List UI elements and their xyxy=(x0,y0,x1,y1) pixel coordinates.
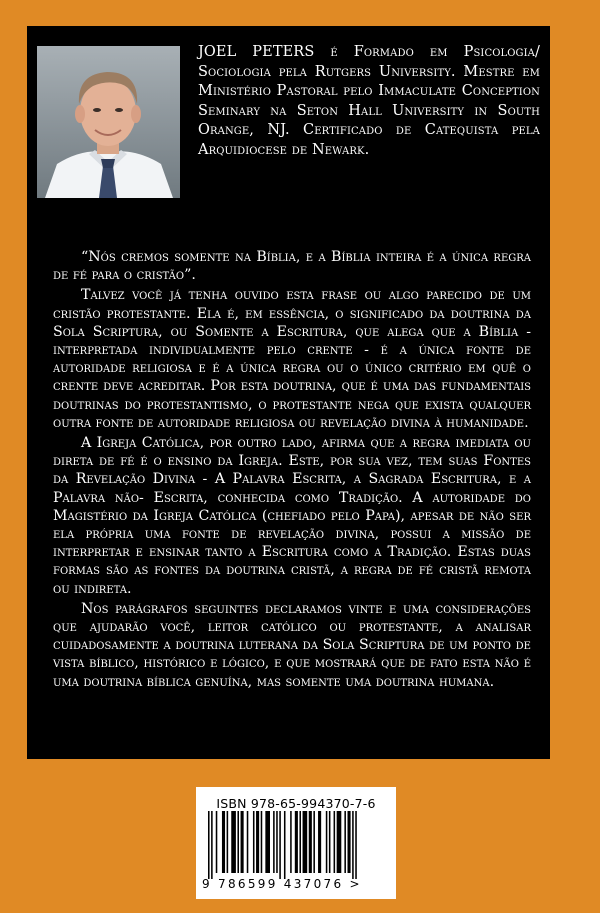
barcode-bar xyxy=(344,811,346,873)
barcode-bars xyxy=(208,811,384,879)
author-portrait-image xyxy=(37,46,180,198)
barcode-bar xyxy=(231,811,236,873)
synopsis-paragraph-1: “Nós cremos somente na Bíblia, e a Bíblia inteira é a única regra de fé para o cristão”. xyxy=(53,249,531,284)
barcode-bar xyxy=(208,811,210,879)
barcode-bar xyxy=(227,811,229,873)
barcode-bar xyxy=(273,811,275,873)
barcode-bar xyxy=(265,811,270,873)
barcode-bar xyxy=(355,811,357,879)
author-bio: JOEL PETERS é Formado em Psicologia/ Sociologia pela Rutgers University. Mestre em Ministério Pastoral pelo Immaculate Conception Seminary na Seton Hall University in South Orange, NJ. Certificado de Catequista pela Arquidiocese de Newark. xyxy=(198,44,540,158)
synopsis-paragraph-2: Talvez você já tenha ouvido esta frase ou algo parecido de um cristão protestante. Ela é, em essência, o significado da doutrina da Sola Scriptura, ou Somente a Escritura, que alega que a Bíblia - interpretada individualmente pelo crente - é a única fonte de autoridade religiosa e é a única regra ou o único critério em quê o crente deve acreditar. Por esta doutrina, que é uma das fundamentais doutrinas do protestantismo, o protestante nega que exista qualquer outra fonte de autoridade religiosa ou revelação divina à humanidade. xyxy=(53,287,531,431)
barcode-bar xyxy=(237,811,239,873)
synopsis-paragraph-4: Nos parágrafos seguintes declaramos vinte e uma considerações que ajudarão você, leitor católico ou protestante, a analisar cuidadosamente a doutrina luterana da Sola Scriptura de um ponto de vista bíblico, histórico e lógico, e que mostrará que de fato esta não é uma doutrina bíblica genuína, mas somente uma doutrina humana. xyxy=(53,600,531,690)
synopsis xyxy=(53,248,531,693)
barcode-bar xyxy=(337,811,342,873)
barcode-bar xyxy=(326,811,328,873)
barcode-bar xyxy=(241,811,244,873)
author-photo xyxy=(37,46,180,198)
barcode-bar xyxy=(329,811,331,873)
barcode-bar xyxy=(334,811,336,873)
barcode-bar xyxy=(253,811,255,873)
barcode-bar xyxy=(247,811,249,873)
barcode-bar xyxy=(352,811,354,879)
isbn-label: ISBN 978-65-994370-7-6 xyxy=(216,796,376,811)
synopsis-paragraph-3: A Igreja Católica, por outro lado, afirma que a regra imediata ou direta de fé é o ensino da Igreja. Este, por sua vez, tem suas Fontes da Revelação Divina - A Palavra Escrita, a Sagrada Escritura, e a Palavra não- Escrita, conhecida como Tradição. A autoridade do Magistério da Igreja Católica (chefiado pelo Papa), apesar de não ser ela própria uma fonte de revelação divina, possui a missão de interpretar e ensinar tanto a Escritura como a Tradição. Estas duas formas são as fontes da doutrina cristã, a regra de fé cristã remota ou indireta. xyxy=(53,435,531,597)
barcode-bar xyxy=(313,811,315,873)
barcode-bar xyxy=(256,811,259,873)
barcode-bar xyxy=(222,811,225,873)
barcode-bar xyxy=(318,811,321,873)
back-cover-panel xyxy=(27,26,550,759)
barcode-bar xyxy=(348,811,351,873)
barcode-bar xyxy=(261,811,263,873)
isbn-barcode xyxy=(196,787,396,899)
barcode-bar xyxy=(216,811,218,873)
barcode-bar xyxy=(295,811,298,873)
barcode-bar xyxy=(276,811,278,873)
barcode-bar xyxy=(211,811,213,879)
barcode-digits: 9 786599 437076 > xyxy=(202,877,362,891)
barcode-bar xyxy=(290,811,292,873)
barcode-bar xyxy=(309,811,312,873)
barcode-bar xyxy=(279,811,281,879)
barcode-bar xyxy=(303,811,308,873)
barcode-bar xyxy=(299,811,301,873)
barcode-bar xyxy=(284,811,286,879)
